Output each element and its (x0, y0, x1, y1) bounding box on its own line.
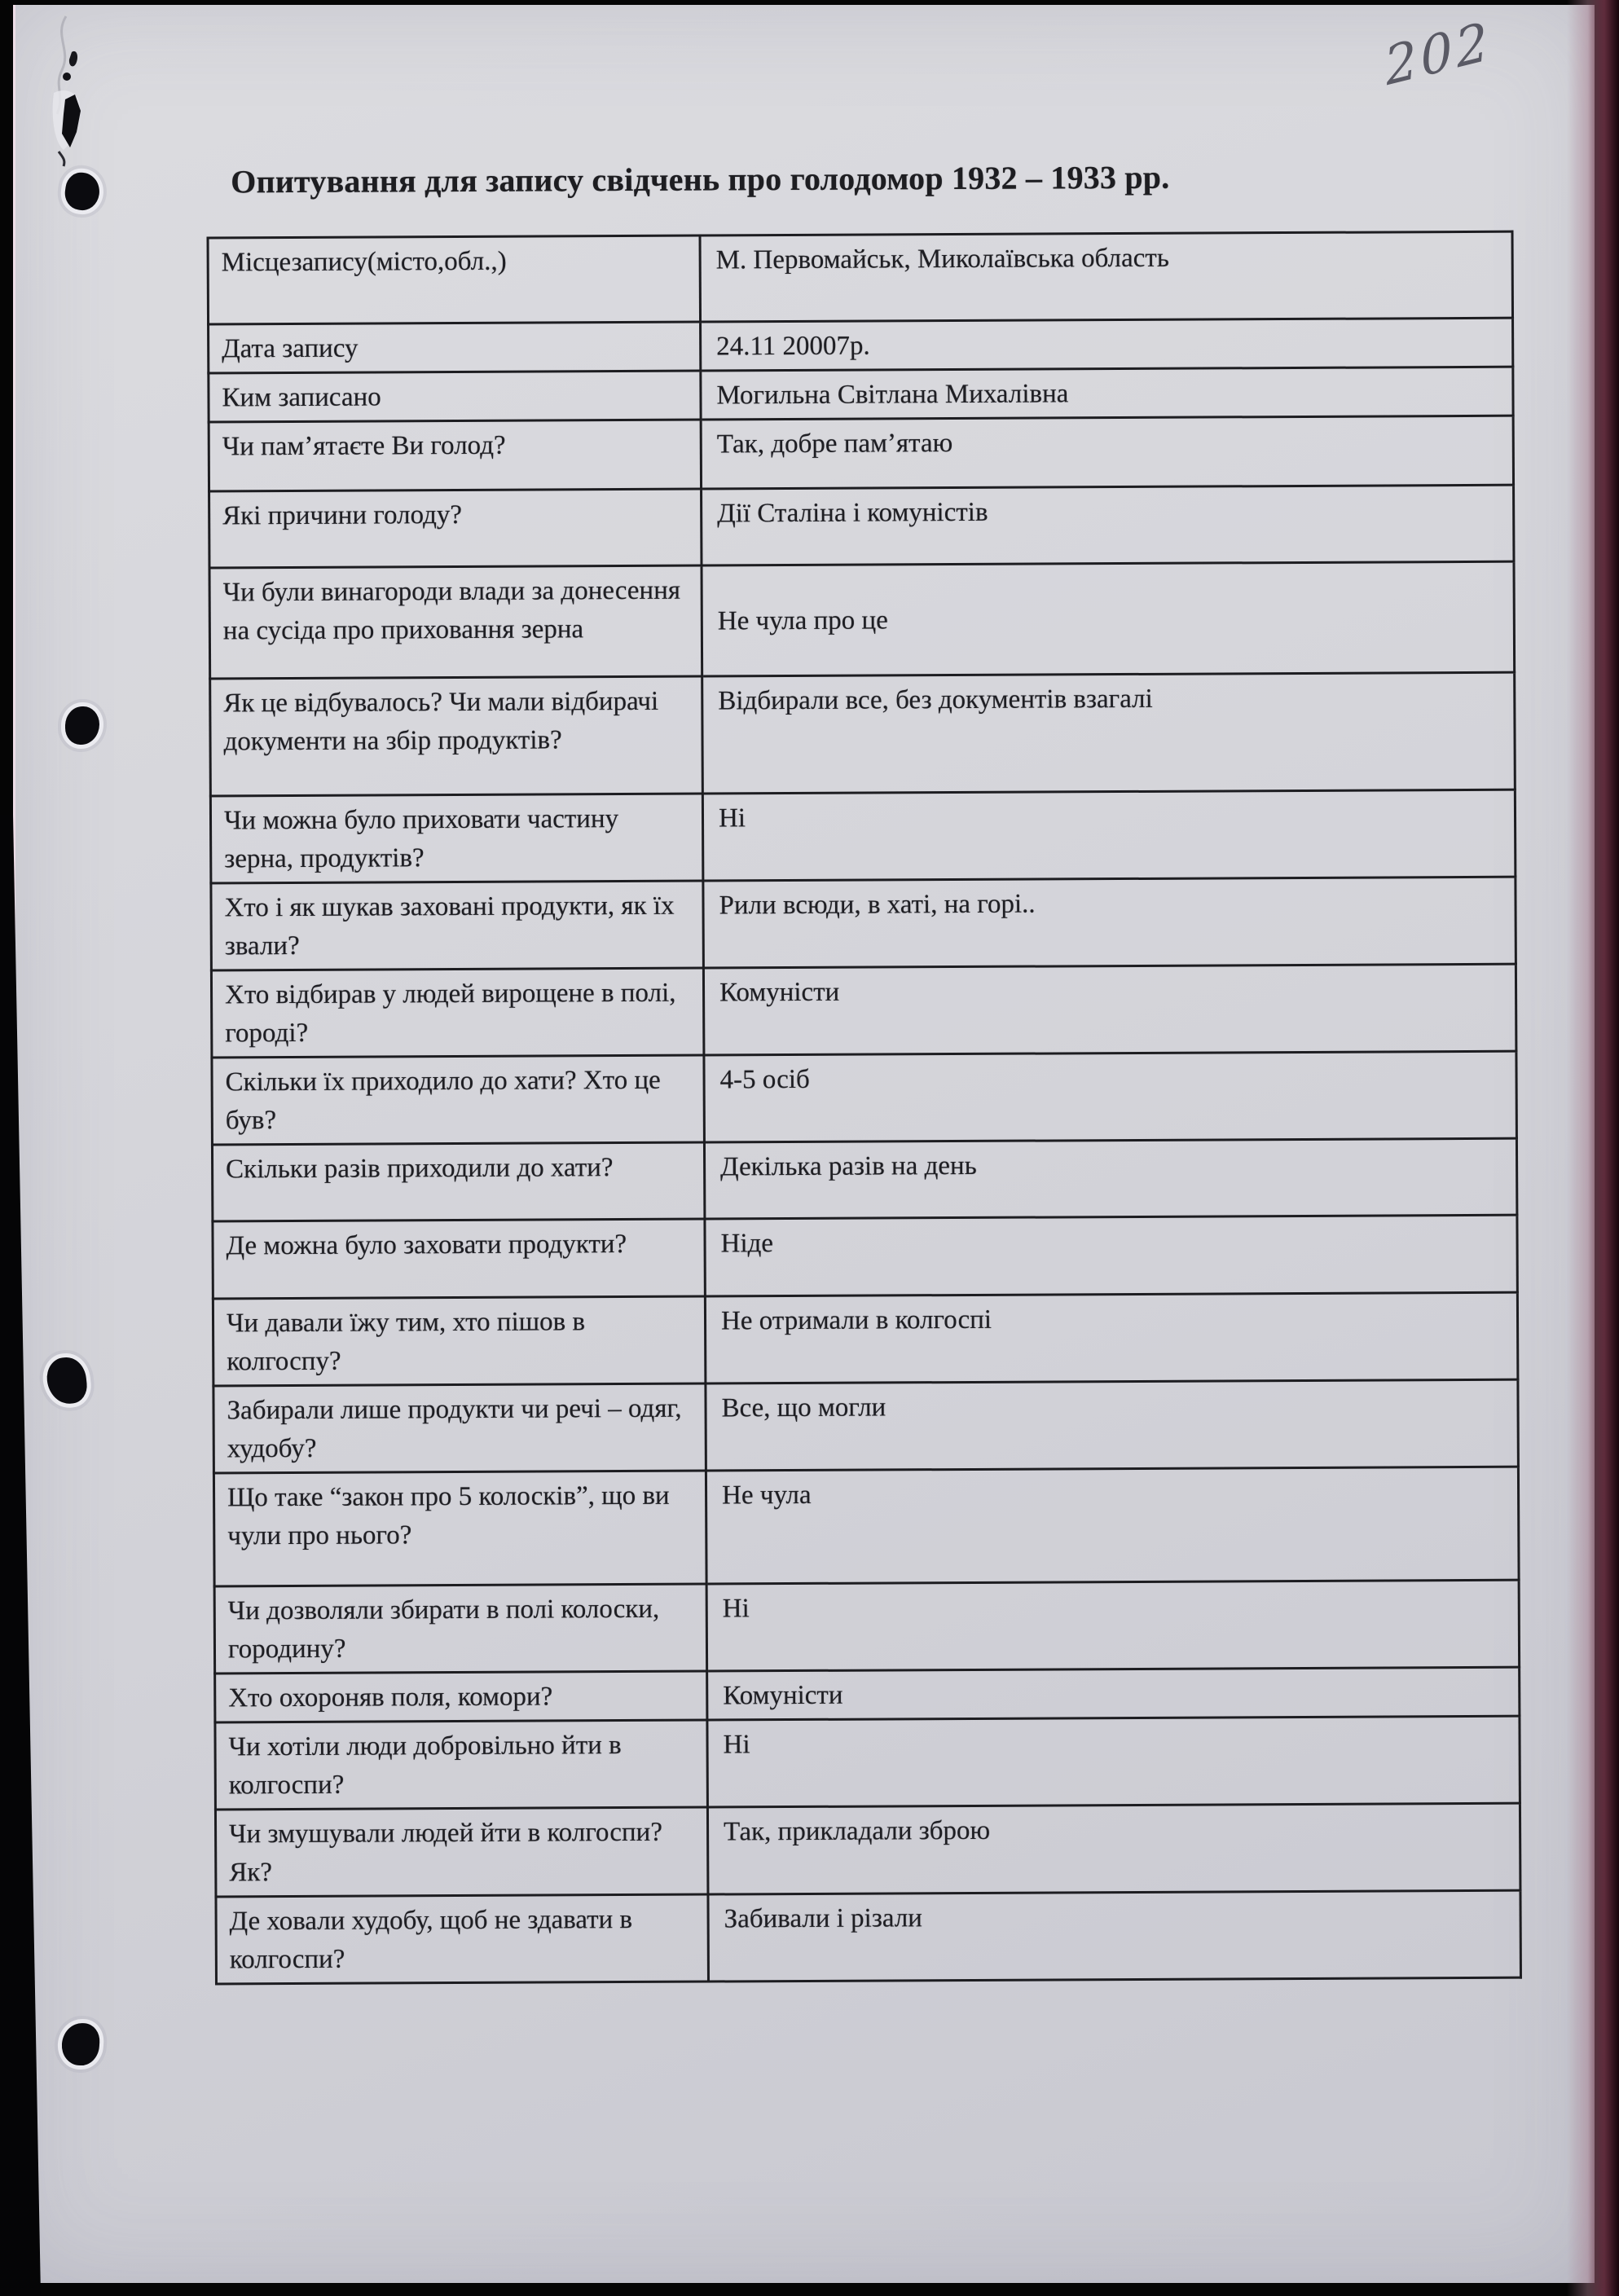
answer-cell: Декілька разів на день (704, 1138, 1516, 1219)
answer-cell: Комуністи (707, 1667, 1520, 1720)
table-row (209, 561, 1515, 679)
table-row (215, 1803, 1520, 1897)
answer-cell: Могильна Світлана Михалівна (701, 367, 1513, 420)
interview-table-body (208, 231, 1520, 1984)
table-row (216, 1890, 1521, 1984)
table-row (215, 1716, 1520, 1810)
interview-table (207, 231, 1522, 1986)
table-row (210, 672, 1516, 796)
answer-cell: Забивали і різали (708, 1890, 1521, 1982)
question-cell: Які причини голоду? (209, 489, 702, 568)
question-cell: Чи були винагороди влади за донесення на сусіда про приховання зерна (209, 565, 702, 679)
table-row (209, 367, 1513, 422)
table-row (214, 1580, 1520, 1674)
table-row (210, 790, 1516, 883)
table-row (209, 318, 1513, 373)
answer-cell: Не отримали в колгоспі (705, 1292, 1518, 1383)
answer-cell: Так, добре пам’ятаю (701, 416, 1513, 489)
question-cell: Скільки разів приходили до хати? (212, 1142, 704, 1221)
answer-cell: Ні (706, 1580, 1520, 1671)
question-cell: Чи дозволяли збирати в полі колоски, городину? (214, 1584, 707, 1674)
answer-cell: Дії Сталіна і комуністів (702, 485, 1514, 565)
answer-cell: Ні (707, 1716, 1520, 1807)
answer-cell: 24.11 20007р. (701, 318, 1513, 371)
question-cell: Ким записано (209, 371, 701, 422)
document-content (8, 1, 1601, 2286)
question-cell: Хто відбирав у людей вирощене в полі, городі? (211, 968, 704, 1058)
table-row (213, 1379, 1519, 1473)
table-row (212, 1051, 1517, 1145)
paper-sheet (13, 5, 1595, 2283)
question-cell: Як це відбувалось? Чи мали відбирачі документи на збір продуктів? (210, 676, 703, 796)
answer-cell: 4-5 осіб (704, 1051, 1517, 1142)
question-cell: Місцезапису(місто,обл.,) (208, 235, 701, 324)
answer-cell: Ніде (705, 1215, 1517, 1296)
scan-edge-shadow-right (1567, 0, 1619, 2296)
answer-cell: Так, прикладали зброю (707, 1803, 1520, 1894)
answer-cell: Відбирали все, без документів взагалі (702, 672, 1516, 794)
question-cell: Чи давали їжу тим, хто пішов в колгоспу? (213, 1296, 706, 1386)
table-row (209, 416, 1513, 491)
answer-cell: Не чула (706, 1467, 1519, 1584)
table-row (211, 964, 1516, 1058)
table-row (213, 1292, 1518, 1386)
question-cell: Чи змушували людей йти в колгоспи? Як? (215, 1807, 708, 1897)
table-row (208, 231, 1512, 324)
question-cell: Чи пам’ятаєте Ви голод? (209, 420, 701, 491)
question-cell: Хто і як шукав заховані продукти, як їх звали? (211, 881, 704, 970)
question-cell: Чи хотіли люди добровільно йти в колгоспи? (215, 1720, 708, 1810)
question-cell: Що таке “закон про 5 колосків”, що ви чули про нього? (213, 1471, 706, 1586)
document-title: Опитування для запису свідчень про голодомор 1932 – 1933 рр. (231, 158, 1170, 200)
table-row (215, 1667, 1520, 1722)
question-cell: Дата запису (209, 322, 701, 373)
answer-cell: М. Первомайськ, Миколаївська область (700, 231, 1513, 322)
answer-cell: Все, що могли (706, 1379, 1519, 1471)
table-row (213, 1215, 1517, 1299)
handwritten-page-number: 202 (1382, 11, 1495, 99)
table-row (209, 485, 1514, 568)
question-cell: Забирали лише продукти чи речі – одяг, худобу? (213, 1383, 706, 1473)
question-cell: Чи можна було приховати частину зерна, продуктів? (210, 794, 703, 883)
table-row (211, 877, 1516, 970)
question-cell: Хто охороняв поля, комори? (215, 1671, 707, 1722)
question-cell: Скільки їх приходило до хати? Хто це був? (212, 1055, 705, 1145)
answer-cell: Не чула про це (702, 561, 1515, 676)
answer-cell: Комуністи (703, 964, 1516, 1055)
table-row (213, 1467, 1519, 1586)
answer-cell: Рили всюди, в хаті, на горі.. (703, 877, 1516, 968)
question-cell: Де ховали худобу, щоб не здавати в колгоспи? (216, 1894, 709, 1984)
answer-cell: Ні (702, 790, 1516, 881)
table-row (212, 1138, 1516, 1221)
question-cell: Де можна було заховати продукти? (213, 1219, 705, 1299)
